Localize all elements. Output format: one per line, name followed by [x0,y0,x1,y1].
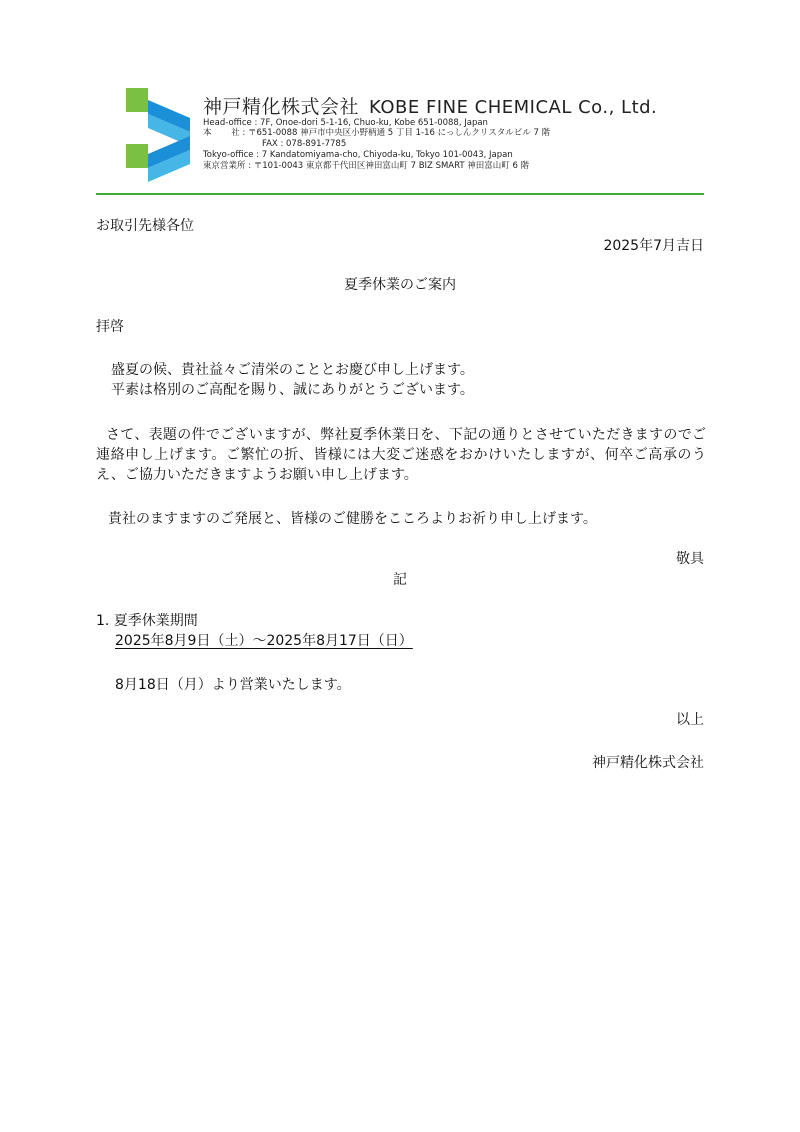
item-title: 1. 夏季休業期間 [96,613,198,629]
record-heading: 記 [393,572,407,588]
address-tokyo-office: Tokyo-office : 7 Kandatomiyama-cho, Chiyoda-ku, Tokyo 101-0043, Japan [203,150,513,160]
address-head-office-jp: 本 社 : 〒651-0088 神戸市中央区小野柄通 5 丁目 1-16 にっしんクリスタルビル 7 階 [203,128,551,138]
company-logo [126,88,190,184]
signature: 神戸精化株式会社 [592,755,704,771]
company-name-jp: 神戸精化株式会社 [203,96,360,118]
logo-green-bottom [126,144,148,168]
company-name-en: KOBE FINE CHEMICAL Co., Ltd. [369,97,658,118]
business-resume-note: 8月18日（月）より営業いたします。 [115,677,351,693]
letter-date: 2025年7月吉日 [603,238,704,254]
addressee: お取引先様各位 [96,218,194,234]
body-paragraph: さて、表題の件でございますが、弊社夏季休業日を、下記の通りとさせていただきますのでご連絡申し上げます。ご繁忙の折、皆様には大変ご迷惑をおかけいたしますが、何卒ご高承のうえ、ご協力いただきますようお願い申し上げます。 [96,427,706,483]
complimentary-close: 敬具 [676,551,704,567]
company-name [203,92,657,119]
holiday-period: 2025年8月9日（土）～2025年8月17日（日） [115,633,413,649]
logo-green-top [126,88,148,112]
salutation: 拝啓 [96,319,124,335]
greeting-line-2: 平素は格別のご高配を賜り、誠にありがとうございます。 [111,382,474,398]
address-fax: FAX : 078-891-7785 [262,139,347,149]
end-mark: 以上 [676,712,704,728]
closing-wish: 貴社のますますのご発展と、皆様のご健勝をこころよりお祈り申し上げます。 [108,511,597,527]
greeting-line-1: 盛夏の候、貴社益々ご清栄のこととお慶び申し上げます。 [111,362,474,378]
header-divider [96,193,704,195]
address-tokyo-office-jp: 東京営業所 : 〒101-0043 東京都千代田区神田富山町 7 BIZ SMART 神田富山町 6 階 [203,161,530,171]
address-head-office: Head-office : 7F, Onoe-dori 5-1-16, Chuo-ku, Kobe 651-0088, Japan [203,118,488,128]
letter-title: 夏季休業のご案内 [344,277,456,293]
